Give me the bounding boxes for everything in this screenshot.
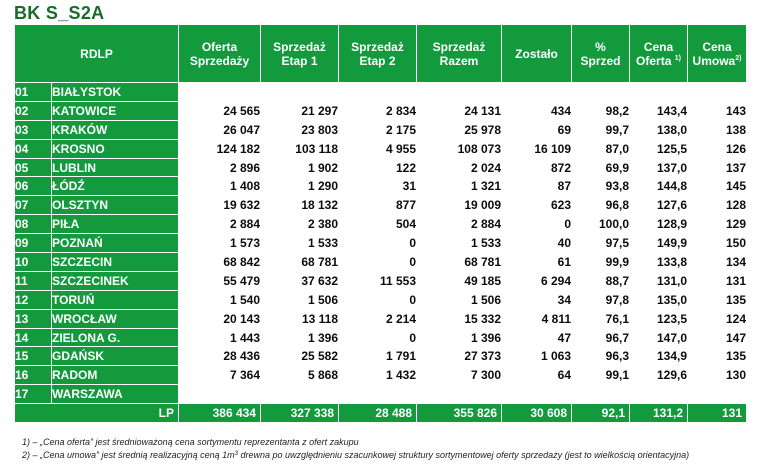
cell-etap2: 504 [339,215,417,234]
row-number: 12 [15,290,52,309]
header-etap1: Sprzedaż Etap 1 [261,25,339,83]
cell-cena-oferta: 147,0 [630,328,688,347]
table-row [15,215,747,234]
cell-cena-umowa: 135 [688,290,747,309]
cell-cena-umowa: 126 [688,139,747,158]
cell-pct: 99,1 [572,366,630,385]
cell-oferta: 1 540 [179,290,261,309]
cell-pct: 76,1 [572,309,630,328]
table-row [15,196,747,215]
cell-zostalo: 4 811 [502,309,572,328]
page-title: BK S_S2A [14,3,105,23]
cell-pct: 97,8 [572,290,630,309]
table-row [15,253,747,272]
cell-etap1: 21 297 [261,101,339,120]
cell-etap1 [261,385,339,404]
cell-cena-oferta [630,385,688,404]
header-oferta: Oferta Sprzedaży [179,25,261,83]
cell-etap1: 103 118 [261,139,339,158]
cell-pct: 98,2 [572,101,630,120]
table-row [15,385,747,404]
cell-razem [417,83,502,102]
cell-etap2: 0 [339,290,417,309]
cell-etap2: 31 [339,177,417,196]
cell-pct: 69,9 [572,158,630,177]
table-row [15,309,747,328]
cell-pct: 96,7 [572,328,630,347]
total-etap1: 327 338 [261,404,339,423]
total-oferta: 386 434 [179,404,261,423]
cell-pct: 96,3 [572,347,630,366]
row-number: 07 [15,196,52,215]
table-row [15,83,747,102]
cell-cena-oferta: 134,9 [630,347,688,366]
cell-razem: 24 131 [417,101,502,120]
cell-oferta: 20 143 [179,309,261,328]
row-rdlp-name: SZCZECIN [52,253,179,272]
total-etap2: 28 488 [339,404,417,423]
sales-table [14,24,747,423]
cell-cena-umowa: 145 [688,177,747,196]
cell-zostalo: 623 [502,196,572,215]
row-rdlp-name: POZNAŃ [52,234,179,253]
cell-pct: 96,8 [572,196,630,215]
cell-zostalo: 61 [502,253,572,272]
total-pct: 92,1 [572,404,630,423]
cell-cena-oferta: 131,0 [630,271,688,290]
row-rdlp-name: OLSZTYN [52,196,179,215]
cell-zostalo [502,385,572,404]
row-rdlp-name: PIŁA [52,215,179,234]
cell-etap1: 23 803 [261,120,339,139]
cell-oferta: 55 479 [179,271,261,290]
cell-pct: 100,0 [572,215,630,234]
cell-razem: 15 332 [417,309,502,328]
cell-cena-oferta: 127,6 [630,196,688,215]
cell-oferta [179,385,261,404]
cell-oferta: 24 565 [179,101,261,120]
cell-etap1: 1 902 [261,158,339,177]
total-cena-oferta: 131,2 [630,404,688,423]
cell-cena-umowa: 150 [688,234,747,253]
cell-etap2: 4 955 [339,139,417,158]
cell-cena-oferta: 135,0 [630,290,688,309]
row-rdlp-name: BIAŁYSTOK [52,83,179,102]
row-number: 03 [15,120,52,139]
table-row [15,234,747,253]
cell-cena-oferta [630,83,688,102]
cell-cena-oferta: 143,4 [630,101,688,120]
cell-etap1: 1 506 [261,290,339,309]
table-row [15,101,747,120]
cell-cena-umowa [688,385,747,404]
row-rdlp-name: TORUŃ [52,290,179,309]
cell-razem: 2 884 [417,215,502,234]
header-etap2: Sprzedaż Etap 2 [339,25,417,83]
cell-etap1: 25 582 [261,347,339,366]
table-row [15,139,747,158]
row-number: 17 [15,385,52,404]
header-row [15,25,747,83]
cell-pct: 93,8 [572,177,630,196]
cell-etap2: 2 834 [339,101,417,120]
row-rdlp-name: KATOWICE [52,101,179,120]
cell-etap2: 1 791 [339,347,417,366]
cell-zostalo: 40 [502,234,572,253]
total-zostalo: 30 608 [502,404,572,423]
cell-etap2 [339,385,417,404]
cell-zostalo: 64 [502,366,572,385]
cell-etap2 [339,83,417,102]
cell-cena-umowa: 128 [688,196,747,215]
cell-cena-umowa: 129 [688,215,747,234]
cell-cena-umowa: 138 [688,120,747,139]
table-row [15,366,747,385]
header-cena-umowa: Cena Umowa$^{2)}$ [688,25,747,83]
cell-razem: 1 321 [417,177,502,196]
table-row [15,290,747,309]
row-number: 15 [15,347,52,366]
table-row [15,347,747,366]
header-cena-oferta: Cena Oferta $^{1)}$ [630,25,688,83]
cell-pct: 99,9 [572,253,630,272]
cell-zostalo: 434 [502,101,572,120]
row-number: 13 [15,309,52,328]
cell-zostalo: 34 [502,290,572,309]
cell-cena-oferta: 123,5 [630,309,688,328]
row-number: 11 [15,271,52,290]
cell-razem [417,385,502,404]
row-number: 02 [15,101,52,120]
cell-cena-oferta: 144,8 [630,177,688,196]
cell-oferta: 19 632 [179,196,261,215]
cell-razem: 19 009 [417,196,502,215]
row-rdlp-name: KROSNO [52,139,179,158]
header-pct: % Sprzed [572,25,630,83]
cell-etap1: 13 118 [261,309,339,328]
cell-zostalo: 872 [502,158,572,177]
cell-etap1: 2 380 [261,215,339,234]
cell-etap2: 2 175 [339,120,417,139]
cell-etap1: 1 290 [261,177,339,196]
cell-pct: 99,7 [572,120,630,139]
cell-etap1: 68 781 [261,253,339,272]
cell-oferta: 1 443 [179,328,261,347]
cell-pct: 87,0 [572,139,630,158]
cell-etap2: 0 [339,234,417,253]
row-rdlp-name: LUBLIN [52,158,179,177]
cell-zostalo: 16 109 [502,139,572,158]
row-number: 05 [15,158,52,177]
cell-cena-oferta: 129,6 [630,366,688,385]
cell-cena-umowa: 143 [688,101,747,120]
cell-oferta: 2 884 [179,215,261,234]
cell-cena-oferta: 149,9 [630,234,688,253]
cell-razem: 27 373 [417,347,502,366]
cell-etap2: 1 432 [339,366,417,385]
row-rdlp-name: RADOM [52,366,179,385]
cell-cena-umowa: 131 [688,271,747,290]
cell-pct: 88,7 [572,271,630,290]
cell-cena-umowa [688,83,747,102]
row-number: 09 [15,234,52,253]
cell-oferta: 2 896 [179,158,261,177]
cell-cena-umowa: 124 [688,309,747,328]
cell-cena-oferta: 133,8 [630,253,688,272]
cell-etap1: 1 396 [261,328,339,347]
cell-razem: 1 396 [417,328,502,347]
table-row [15,177,747,196]
row-number: 01 [15,83,52,102]
cell-zostalo: 6 294 [502,271,572,290]
cell-oferta: 7 364 [179,366,261,385]
cell-etap2: 122 [339,158,417,177]
cell-cena-umowa: 137 [688,158,747,177]
cell-oferta: 26 047 [179,120,261,139]
cell-oferta [179,83,261,102]
cell-pct: 97,5 [572,234,630,253]
cell-zostalo [502,83,572,102]
table-row [15,328,747,347]
row-number: 10 [15,253,52,272]
row-number: 06 [15,177,52,196]
total-label: LP [15,404,179,423]
cell-cena-umowa: 134 [688,253,747,272]
row-rdlp-name: GDAŃSK [52,347,179,366]
table-row [15,271,747,290]
cell-razem: 25 978 [417,120,502,139]
cell-etap2: 2 214 [339,309,417,328]
row-rdlp-name: ŁÓDŹ [52,177,179,196]
cell-oferta: 28 436 [179,347,261,366]
cell-etap1 [261,83,339,102]
cell-cena-umowa: 147 [688,328,747,347]
cell-etap1: 18 132 [261,196,339,215]
header-razem: Sprzedaż Razem [417,25,502,83]
cell-etap2: 877 [339,196,417,215]
cell-cena-oferta: 138,0 [630,120,688,139]
cell-oferta: 124 182 [179,139,261,158]
row-rdlp-name: WROCŁAW [52,309,179,328]
cell-zostalo: 69 [502,120,572,139]
cell-razem: 49 185 [417,271,502,290]
cell-etap1: 5 868 [261,366,339,385]
cell-cena-oferta: 125,5 [630,139,688,158]
cell-oferta: 68 842 [179,253,261,272]
cell-oferta: 1 573 [179,234,261,253]
total-cena-umowa: 131 [688,404,747,423]
table-row [15,120,747,139]
row-number: 08 [15,215,52,234]
cell-razem: 1 506 [417,290,502,309]
cell-razem: 7 300 [417,366,502,385]
cell-zostalo: 1 063 [502,347,572,366]
cell-etap1: 1 533 [261,234,339,253]
cell-zostalo: 0 [502,215,572,234]
cell-cena-umowa: 135 [688,347,747,366]
cell-zostalo: 87 [502,177,572,196]
row-rdlp-name: WARSZAWA [52,385,179,404]
cell-cena-umowa: 130 [688,366,747,385]
footnotes [22,436,689,462]
cell-oferta: 1 408 [179,177,261,196]
header-zostalo: Zostało [502,25,572,83]
cell-etap2: 11 553 [339,271,417,290]
cell-cena-oferta: 137,0 [630,158,688,177]
cell-cena-oferta: 128,9 [630,215,688,234]
table-row [15,158,747,177]
row-number: 14 [15,328,52,347]
cell-razem: 2 024 [417,158,502,177]
cell-razem: 108 073 [417,139,502,158]
cell-etap2: 0 [339,253,417,272]
cell-razem: 68 781 [417,253,502,272]
footnote-2: 2) – „Cena umowa” jest średnią realizacyjną ceną $1m^3$ drewna po uwzględnieniu szacunkowej struktury sortymentowej oferty sprzedaży (jest to wielkością orientacyjna) [22,450,690,460]
total-razem: 355 826 [417,404,502,423]
row-number: 04 [15,139,52,158]
row-rdlp-name: SZCZECINEK [52,271,179,290]
row-rdlp-name: ZIELONA G. [52,328,179,347]
header-rdlp: RDLP [15,25,179,83]
cell-pct [572,83,630,102]
row-number: 16 [15,366,52,385]
footnote-1: 1) – „Cena oferta” jest średnioważoną cena sortymentu reprezentanta z ofert zakupu [22,437,359,447]
total-row [15,404,747,423]
cell-etap1: 37 632 [261,271,339,290]
row-rdlp-name: KRAKÓW [52,120,179,139]
cell-zostalo: 47 [502,328,572,347]
cell-etap2: 0 [339,328,417,347]
cell-razem: 1 533 [417,234,502,253]
cell-pct [572,385,630,404]
